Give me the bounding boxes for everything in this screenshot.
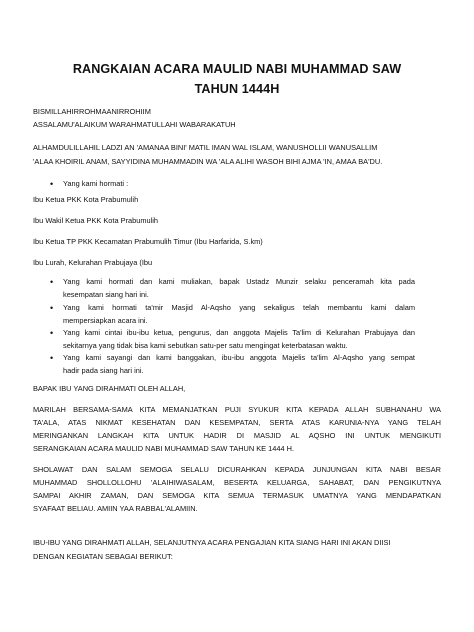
paragraph-2-line-2: MUHAMMAD SHOLLOLLOHU 'ALAIHIWASALAM, BESERTA KELUARGA, SAHABAT, DAN PENGIKUTNYA <box>33 478 441 487</box>
address-line: BAPAK IBU YANG DIRAHMATI OLEH ALLAH, <box>33 384 186 393</box>
document-subtitle-year: TAHUN 1444H <box>194 82 280 96</box>
paragraph-2-line-1: SHOLAWAT DAN SALAM SEMOGA SELALU DICURAHKAN KEPADA JUNJUNGAN KITA NABI BESAR <box>33 465 441 474</box>
bullet-item-3 <box>63 327 415 352</box>
honored-guest-1: Ibu Ketua PKK Kota Prabumulih <box>33 195 139 204</box>
hamdalah-line-1: ALHAMDULILLAHIL LADZI AN 'AMANAA BINI' MATIL IMAN WAL ISLAM, WANUSHOLLII WANUSALLIM <box>33 143 378 152</box>
paragraph-1-line-2: TA'ALA, ATAS NIKMAT KESEHATAN DAN KESEMPATAN, SERTA ATAS KARUNIA-NYA YANG TELAH <box>33 418 441 427</box>
bullet-item-4-line-1: • Yang kami sayangi dan kami banggakan, ibu-ibu anggota Majelis ta'lim Al-Aqsho yang sempat <box>63 353 415 362</box>
bullet-item-1-line-2: kesempatan siang hari ini. <box>63 289 149 299</box>
paragraph-1-line-1: MARILAH BERSAMA-SAMA KITA MEMANJATKAN PUJI SYUKUR KITA KEPADA ALLAH SUBHANAHU WA <box>33 405 441 414</box>
bullet-item-1-line-1: • Yang kami hormati dan kami muliakan, bapak Ustadz Munzir selaku penceramah kita pada <box>63 277 415 286</box>
honored-guest-2: Ibu Wakil Ketua PKK Kota Prabumulih <box>33 216 159 225</box>
paragraph-1-line-3: MERINGANKAN LANGKAH KITA UNTUK HADIR DI MASJID AL AQSHO INI UNTUK MENGIKUTI <box>33 431 441 440</box>
greeting-intro <box>63 178 415 191</box>
paragraph-3-line-2: DENGAN KEGIATAN SEBAGAI BERIKUT: <box>33 552 173 561</box>
honored-guest-3: Ibu Ketua TP PKK Kecamatan Prabumulih Timur (Ibu Harfarida, S.km) <box>33 237 263 246</box>
paragraph-2-line-4: SYAFAAT BELIAU. AMIIN YAA RABBAL'ALAMIIN. <box>33 504 198 513</box>
document-title: RANGKAIAN ACARA MAULID NABI MUHAMMAD SAW <box>72 62 402 76</box>
bullet-item-4-line-2: hadir pada siang hari ini. <box>63 365 144 375</box>
bullet-item-3-line-2: sekitarnya yang tidak bisa kami sebutkan satu-per satu mengingat keterbatasan waktu. <box>63 340 348 350</box>
hamdalah-line-2: 'ALAA KHOIRIL ANAM, SAYYIDINA MUHAMMADIN WA 'ALA ALIHI WASOH BIHI AJMA 'IN, AMAA BA'DU. <box>33 157 383 166</box>
salam-line: ASSALAMU'ALAIKUM WARAHMATULLAHI WABARAKATUH <box>33 120 236 129</box>
paragraph-3-line-1: IBU-IBU YANG DIRAHMATI ALLAH, SELANJUTNYA ACARA PENGAJIAN KITA SIANG HARI INI AKAN DIISI <box>33 538 391 547</box>
basmalah-line: BISMILLAHIRROHMAANIRROHIIM <box>33 107 151 116</box>
bullet-item-3-line-1: • Yang kami cintai ibu-ibu ketua, pengurus, dan anggota Majelis Ta'lim di Kelurahan Prabujaya dan <box>63 328 415 337</box>
greeting-intro-text: • Yang kami hormati : <box>63 179 129 188</box>
honored-guest-4: Ibu Lurah, Kelurahan Prabujaya (Ibu <box>33 258 153 267</box>
bullet-item-2-line-1: • Yang kami hormati ta'mir Masjid Al-Aqsho yang sekaligus telah membantu kami dalam <box>63 303 415 312</box>
paragraph-2-line-3: SAMPAI AKHIR ZAMAN, DAN SEMOGA KITA SEMUA TERMASUK UMATNYA YANG MENDAPATKAN <box>33 491 441 500</box>
bullet-item-2 <box>63 302 415 327</box>
bullet-item-2-line-2: mempersiapkan acara ini. <box>63 315 148 325</box>
paragraph-1-line-4: SERANGKAIAN ACARA MAULID NABI MUHAMMAD SAW TAHUN KE 1444 H. <box>33 444 295 453</box>
bullet-item-4 <box>63 352 415 377</box>
bullet-item-1 <box>63 276 415 301</box>
